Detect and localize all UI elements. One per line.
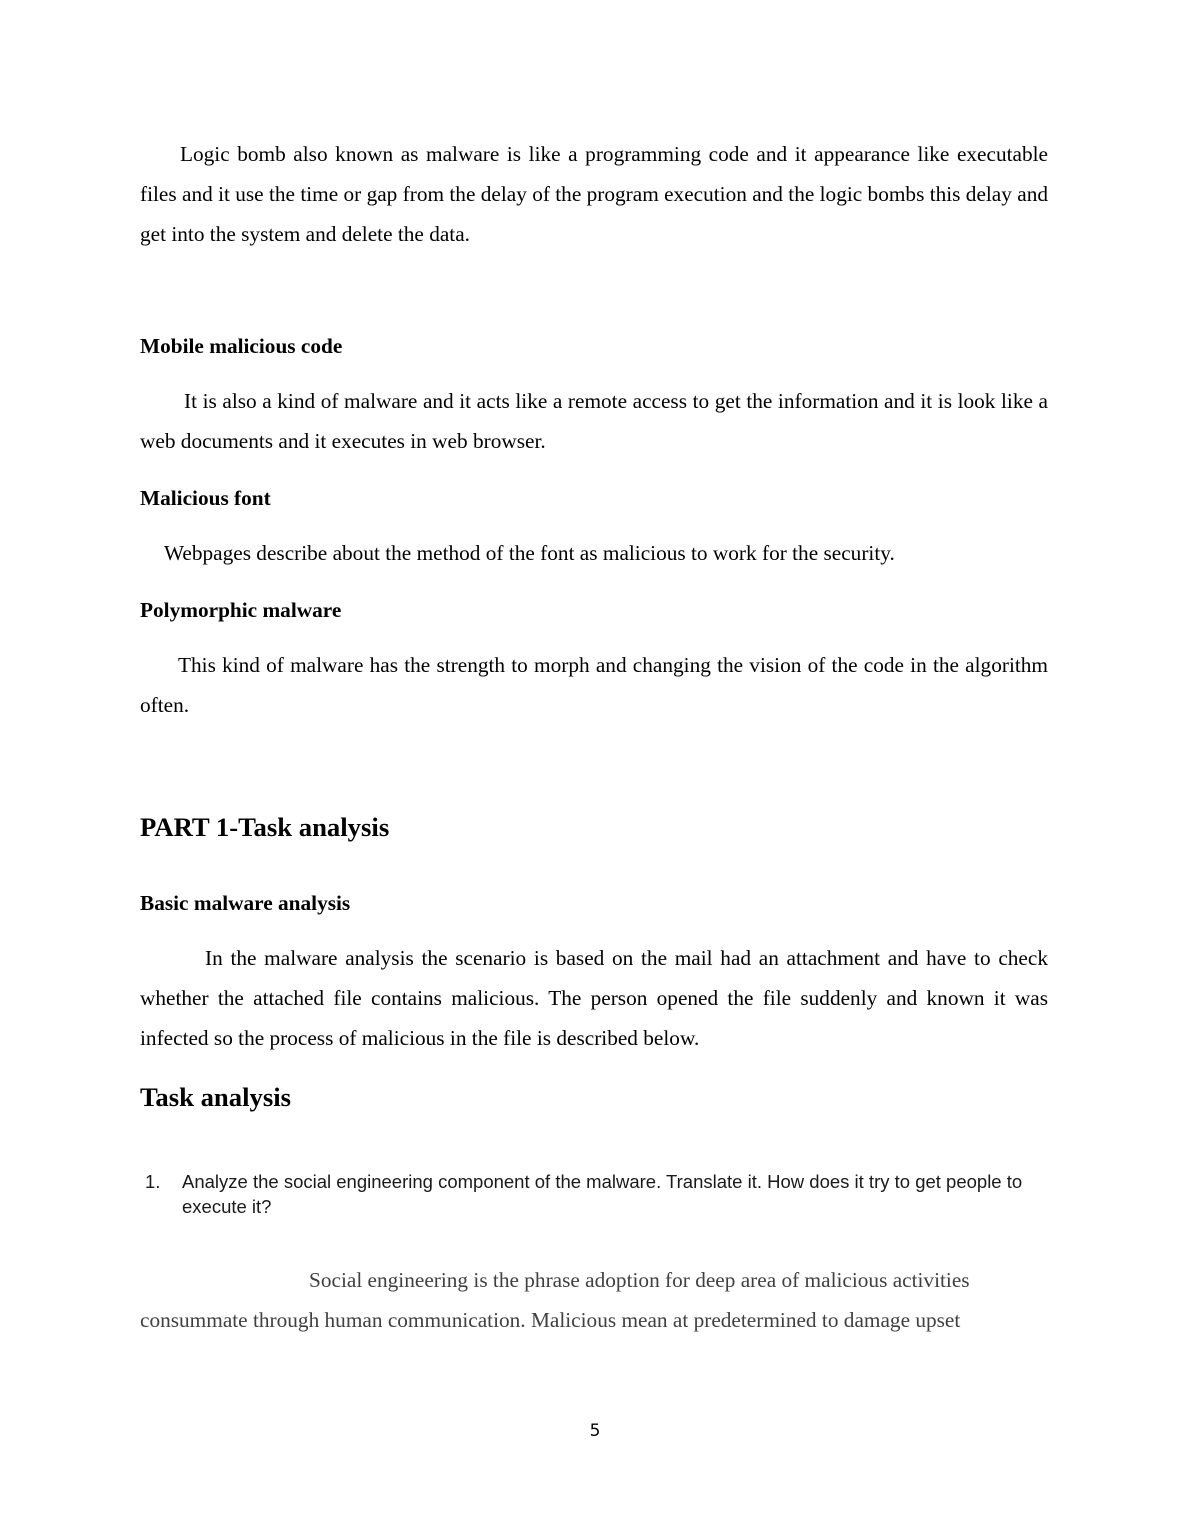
heading-part1-task-analysis: PART 1-Task analysis	[140, 812, 390, 842]
page-number: 5	[589, 1421, 601, 1441]
malicious-font-paragraph: Webpages describe about the method of the font as malicious to work for the security.	[164, 541, 895, 565]
heading-mobile-malicious-code: Mobile malicious code	[140, 334, 343, 358]
heading-basic-malware-analysis: Basic malware analysis	[140, 891, 351, 915]
heading-task-analysis: Task analysis	[140, 1082, 292, 1112]
question-number: 1.	[145, 1171, 161, 1192]
heading-polymorphic-malware: Polymorphic malware	[140, 598, 342, 622]
basic-analysis-paragraph: In the malware analysis the scenario is based on the mail had an attachment and have to check whether the attached file contains malicious. The person opened the file suddenly and known it was infected so the process of malicious in the file is described below.	[140, 946, 1048, 1050]
polymorphic-paragraph: This kind of malware has the strength to morph and changing the vision of the code in the algorithm often.	[140, 653, 1048, 717]
social-engineering-paragraph: Social engineering is the phrase adoption for deep area of malicious activities consummate through human communication. Malicious mean at predetermined to damage upset	[140, 1268, 970, 1332]
heading-malicious-font: Malicious font	[140, 486, 271, 510]
mobile-code-paragraph: It is also a kind of malware and it acts like a remote access to get the information and it is look like a web documents and it executes in web browser.	[140, 389, 1048, 453]
logic-bomb-paragraph: Logic bomb also known as malware is like a programming code and it appearance like executable files and it use the time or gap from the delay of the program execution and the logic bombs this delay and get into the system and delete the data.	[140, 142, 1048, 246]
question-text: Analyze the social engineering component of the malware. Translate it. How does it try to get people to execute it?	[182, 1171, 1023, 1217]
